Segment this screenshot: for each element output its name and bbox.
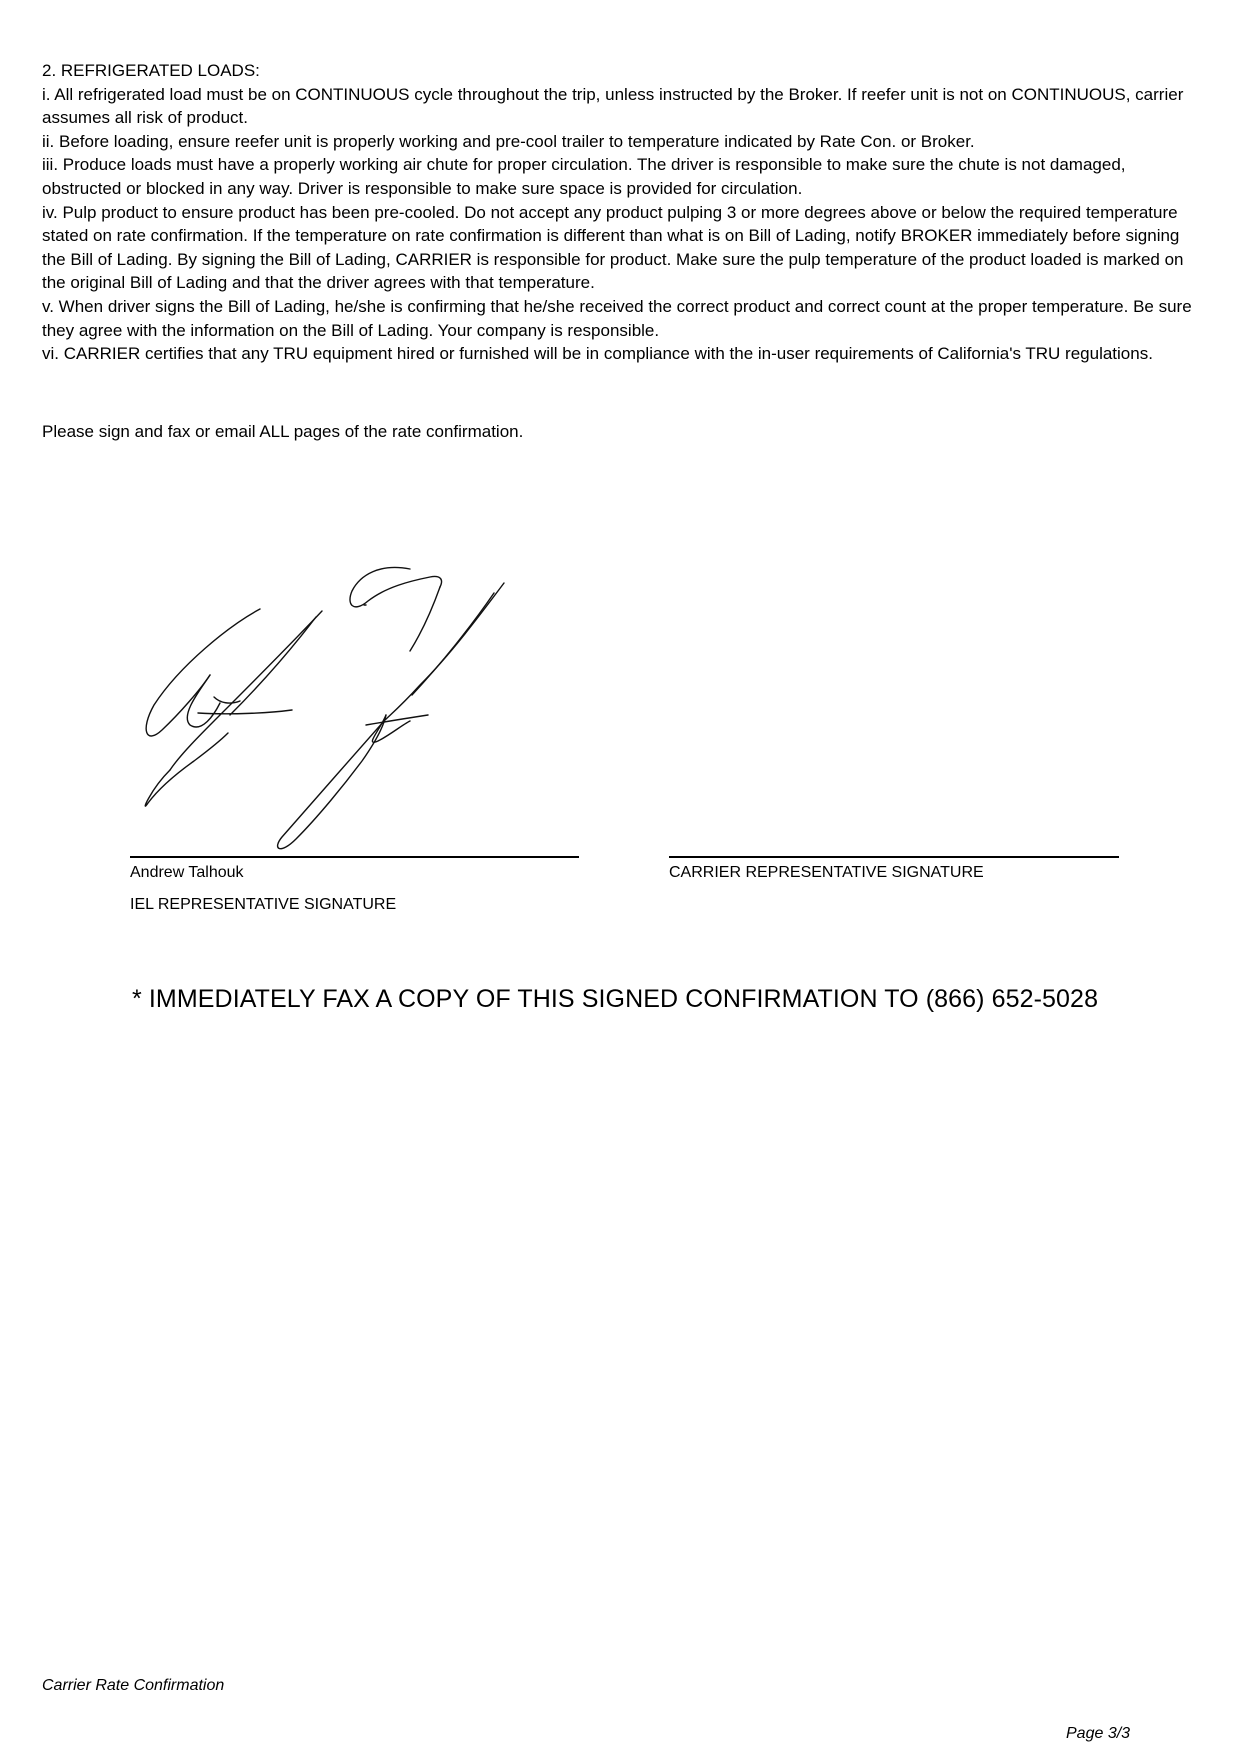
term-item: v. When driver signs the Bill of Lading, he/she is confirming that he/she received the correct product and correct count at the proper temperature. Be sure they agree with the information on the Bill of Lading. Your company is responsible. (42, 296, 1192, 340)
term-item: iv. Pulp product to ensure product has been pre-cooled. Do not accept any product pulping 3 or more degrees above or below the required temperature stated on rate confirmation. If the temperature on rate confirmation is different than what is on Bill of Lading, notify BROKER immediately before signing the Bill of Lading. By signing the Bill of Lading, CARRIER is responsible for product. Make sure the pulp temperature of the product loaded is marked on the original Bill of Lading and that the driver agrees with that temperature. (42, 202, 1184, 293)
term-item: ii. Before loading, ensure reefer unit is properly working and pre-cool trailer to temperature indicated by Rate Con. or Broker. (42, 131, 975, 151)
iel-signature-label: IEL REPRESENTATIVE SIGNATURE (130, 896, 397, 913)
iel-signature-line (130, 856, 579, 858)
page-number: Page 3/3 (1066, 1725, 1131, 1742)
term-item: iii. Produce loads must have a properly working air chute for proper circulation. The driver is responsible to make sure the chute is not damaged, obstructed or blocked in any way. Driver is responsible to make sure space is provided for circulation. (42, 155, 1126, 198)
fax-instruction: * IMMEDIATELY FAX A COPY OF THIS SIGNED CONFIRMATION TO (866) 652-5028 (132, 985, 1099, 1013)
section-heading: 2. REFRIGERATED LOADS: (42, 61, 260, 80)
refrigerated-loads-section (42, 59, 1202, 366)
handwritten-signature (140, 565, 580, 855)
carrier-signature-line (669, 856, 1119, 858)
footer-document-name: Carrier Rate Confirmation (42, 1677, 225, 1694)
iel-representative-name: Andrew Talhouk (130, 864, 244, 881)
term-item: i. All refrigerated load must be on CONTINUOUS cycle throughout the trip, unless instructed by the Broker. If reefer unit is not on CONTINUOUS, carrier assumes all risk of product. (42, 84, 1184, 128)
sign-instruction: Please sign and fax or email ALL pages of the rate confirmation. (42, 422, 524, 441)
term-item: vi. CARRIER certifies that any TRU equipment hired or furnished will be in compliance with the in-user requirements of California's TRU regulations. (42, 344, 1153, 364)
carrier-signature-label: CARRIER REPRESENTATIVE SIGNATURE (669, 864, 984, 881)
